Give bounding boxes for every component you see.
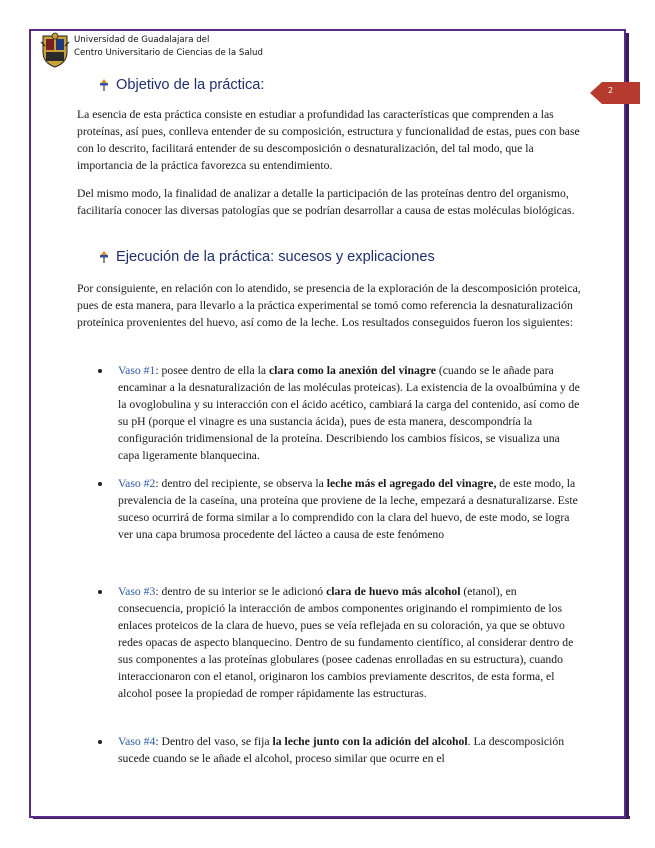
section-heading-ejecucion — [98, 249, 435, 265]
vaso-label: Vaso #3 — [118, 585, 156, 598]
section-title: Objetivo de la práctica: — [116, 77, 265, 93]
section-heading-objetivo — [98, 77, 264, 93]
document-header — [40, 32, 263, 68]
pushpin-bullet-icon — [98, 79, 110, 91]
bullet-dot — [98, 369, 102, 373]
bullet-dot — [98, 590, 102, 594]
page-number: 2 — [608, 86, 614, 95]
header-line-1: Universidad de Guadalajara del — [74, 35, 210, 45]
vaso-label: Vaso #4 — [118, 735, 156, 748]
paragraph-2: Del mismo modo, la finalidad de analizar a detalle la participación de las proteínas dentro del organismo, facilitaría conocer las diversas patologías que se podrían desarrollar a causa de estas moléculas biológicas. — [77, 187, 575, 217]
page-number-tab — [590, 82, 640, 104]
pushpin-bullet-icon — [98, 251, 110, 263]
vaso-label: Vaso #1 — [118, 364, 156, 377]
paragraph-3: Por consiguiente, en relación con lo atendido, se presencia de la exploración de la descomposición proteica, pues de esta manera, para llevarlo a la práctica experimental se tomó como referencia la desnaturalización proteínica provenientes del huevo, así como de la leche. Los resultados conseguidos fueron los siguientes: — [77, 282, 581, 329]
page-shadow-right — [626, 33, 629, 819]
header-line-2: Centro Universitario de Ciencias de la Salud — [74, 48, 263, 58]
paragraph-1: La esencia de esta práctica consiste en estudiar a profundidad las características que comprenden a las proteínas, así pues, conlleva entender de su composición, estructura y funcionalidad de estas, pues con base con lo descrito, facilitará entender de su descomposición o desnaturalización, del tal modo, que la importancia de la práctica favorezca su entendimiento. — [77, 108, 580, 172]
bullet-dot — [98, 482, 102, 486]
bullet-dot — [98, 740, 102, 744]
university-crest-icon — [40, 32, 70, 68]
section-title: Ejecución de la práctica: sucesos y explicaciones — [116, 249, 435, 265]
vaso-label: Vaso #2 — [118, 477, 156, 490]
